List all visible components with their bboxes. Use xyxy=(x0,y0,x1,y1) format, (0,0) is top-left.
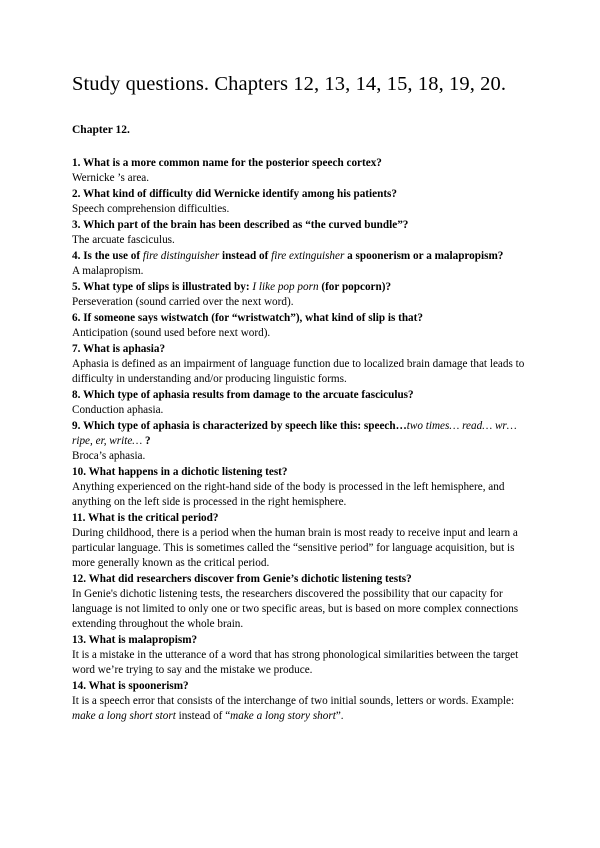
answer-3: The arcuate fasciculus. xyxy=(72,234,175,246)
question-3: 3. Which part of the brain has been described as “the curved bundle”? xyxy=(72,219,409,231)
answer-7: Aphasia is defined as an impairment of language function due to localized brain damage that leads to difficulty in understanding and/or producing linguistic forms. xyxy=(72,358,525,385)
question-8: 8. Which type of aphasia results from damage to the arcuate fasciculus? xyxy=(72,389,414,401)
page-title: Study questions. Chapters 12, 13, 14, 15, 18, 19, 20. xyxy=(72,73,507,95)
question-14: 14. What is spoonerism? xyxy=(72,680,189,692)
question-7: 7. What is aphasia? xyxy=(72,343,166,355)
answer-14 xyxy=(72,694,527,724)
question-5-part: 5. What type of slips is illustrated by: xyxy=(72,281,253,293)
question-9-part: ? xyxy=(142,435,151,447)
answer-14-italic: make a long story short xyxy=(230,710,336,722)
answer-10: Anything experienced on the right-hand side of the body is processed in the left hemisphere, and anything on the left side is processed in the right hemisphere. xyxy=(72,481,505,508)
answer-1: Wernicke ’s area. xyxy=(72,172,150,184)
question-2: 2. What kind of difficulty did Wernicke identify among his patients? xyxy=(72,188,398,200)
question-10: 10. What happens in a dichotic listening test? xyxy=(72,466,288,478)
question-11: 11. What is the critical period? xyxy=(72,512,219,524)
answer-13: It is a mistake in the utterance of a word that has strong phonological similarities between the target word we’re trying to say and the mistake we produce. xyxy=(72,649,519,676)
question-4-part: instead of xyxy=(219,250,272,262)
answer-9: Broca’s aphasia. xyxy=(72,450,146,462)
question-9 xyxy=(72,419,527,449)
answer-4: A malapropism. xyxy=(72,265,144,277)
answer-14-part: instead of “ xyxy=(175,710,231,722)
answer-5: Perseveration (sound carried over the next word). xyxy=(72,296,294,308)
answer-2: Speech comprehension difficulties. xyxy=(72,203,230,215)
question-4-italic: fire distinguisher xyxy=(142,250,220,262)
question-6: 6. If someone says wistwatch (for “wristwatch”), what kind of slip is that? xyxy=(72,312,423,324)
question-5 xyxy=(72,280,527,295)
question-9-italic: two times… read… wr… ripe, er, write… xyxy=(72,420,517,447)
answer-11: During childhood, there is a period when the human brain is most ready to receive input and learn a particular language. This is sometimes called the “sensitive period” for language acquisition, but is more generally known as the critical period. xyxy=(72,527,518,569)
question-4-part: 4. Is the use of xyxy=(72,250,143,262)
question-4 xyxy=(72,249,527,264)
answer-14-italic: make a long short stort xyxy=(72,710,176,722)
answer-8: Conduction aphasia. xyxy=(72,404,164,416)
answer-12: In Genie's dichotic listening tests, the researchers discovered the possibility that our capacity for language is not limited to only one or two specific areas, but is based on more complex connections extending throughout the whole brain. xyxy=(72,588,519,630)
answer-6: Anticipation (sound used before next word). xyxy=(72,327,271,339)
question-list xyxy=(72,156,527,725)
answer-14-part: It is a speech error that consists of the interchange of two initial sounds, letters or words. Example: xyxy=(72,695,515,707)
question-4-italic: fire extinguisher xyxy=(271,250,345,262)
question-4-part: a spoonerism or a malapropism? xyxy=(344,250,504,262)
question-13: 13. What is malapropism? xyxy=(72,634,198,646)
question-1: 1. What is a more common name for the posterior speech cortex? xyxy=(72,157,382,169)
chapter-heading: Chapter 12. xyxy=(72,124,130,136)
question-9-part: 9. Which type of aphasia is characterized by speech like this: speech… xyxy=(72,420,407,432)
question-12: 12. What did researchers discover from Genie’s dichotic listening tests? xyxy=(72,573,412,585)
question-5-italic: I like pop porn xyxy=(252,281,319,293)
answer-14-part: ”. xyxy=(335,710,344,722)
question-5-part: (for popcorn)? xyxy=(318,281,392,293)
